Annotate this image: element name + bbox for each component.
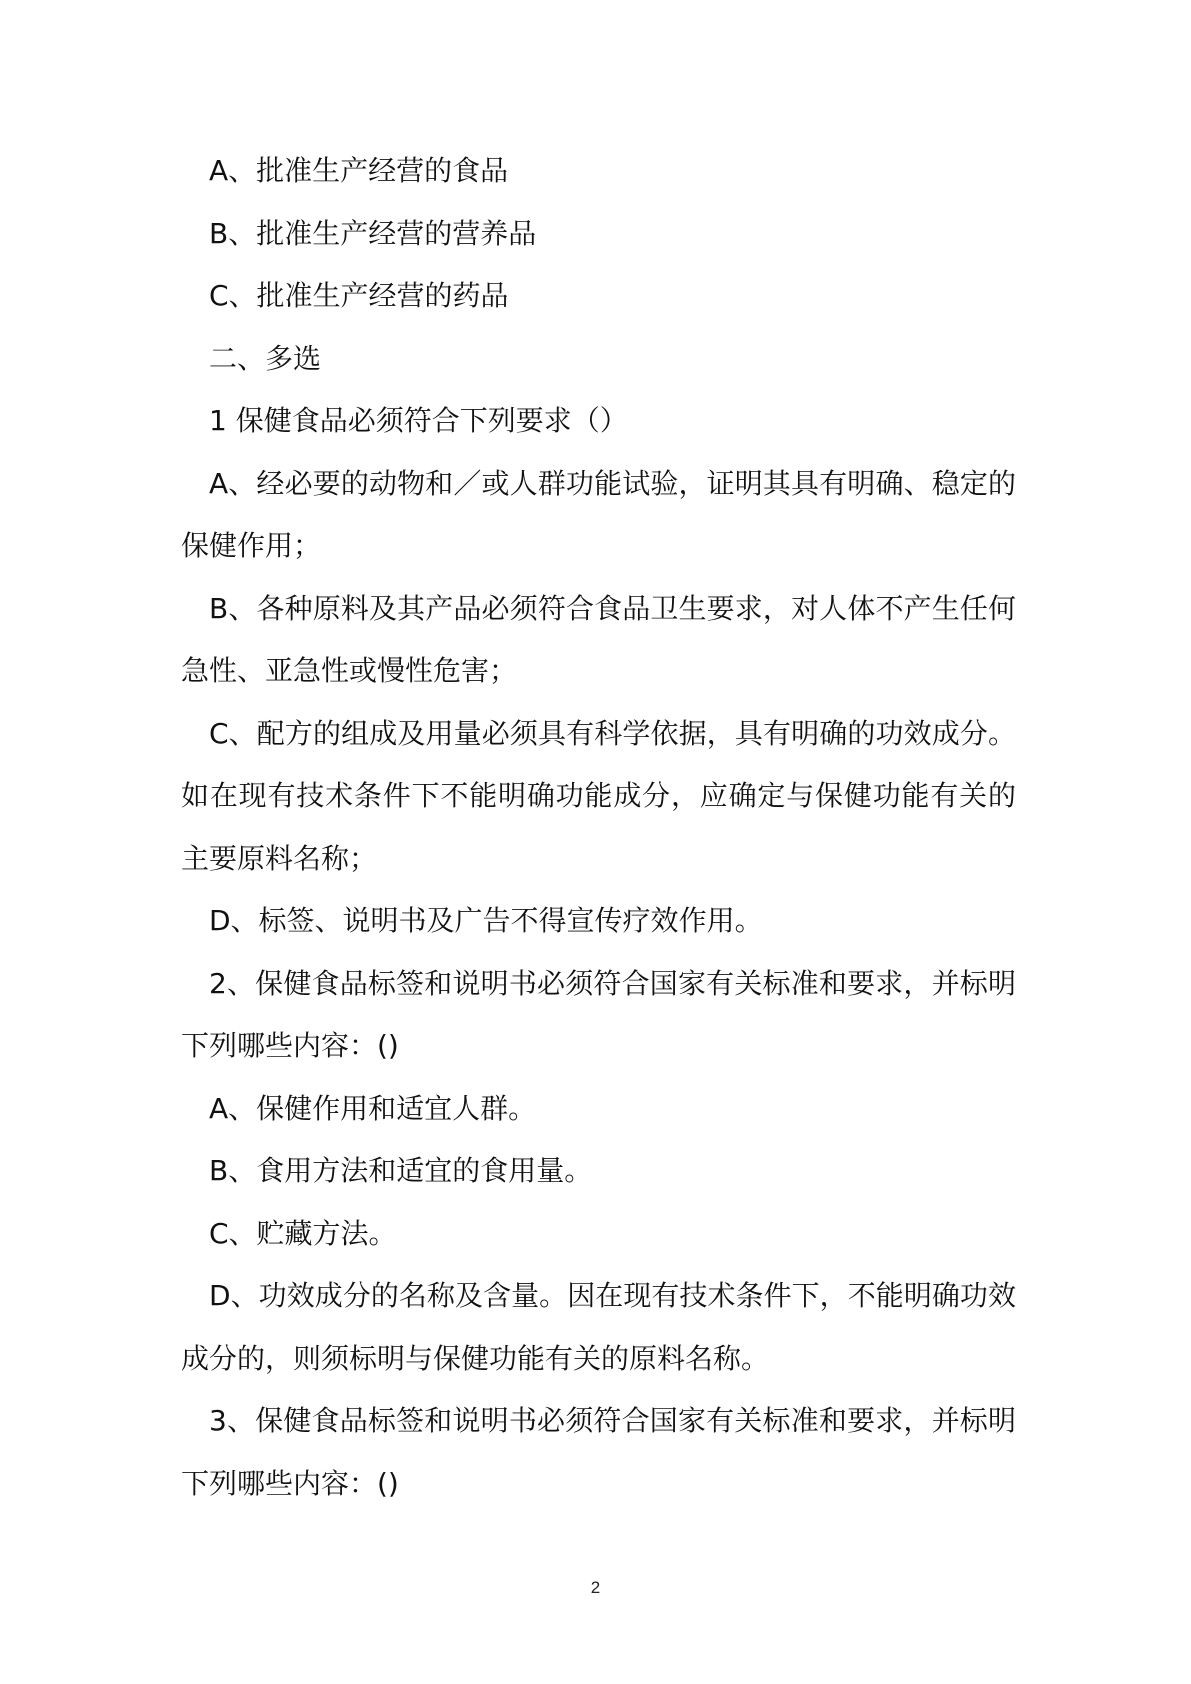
question-2-option-a: A、保健作用和适宜人群。: [209, 1091, 537, 1125]
question-1-option-b: B、各种原料及其产品必须符合食品卫生要求，对人体不产生任何急性、亚急性或慢性危害；: [181, 591, 1016, 687]
section-heading-multiple-choice: 二、多选: [209, 341, 322, 375]
question-1: 1 保健食品必须符合下列要求（）: [209, 404, 628, 437]
question-2-option-b: B、食用方法和适宜的食用量。: [209, 1154, 593, 1187]
question-2-option-c: C、贮藏方法。: [209, 1216, 397, 1250]
question-3: 3、保健食品标签和说明书必须符合国家有关标准和要求，并标明下列哪些内容：(): [181, 1404, 1016, 1500]
option-a-food: A、批准生产经营的食品: [209, 154, 509, 187]
question-1-option-d: D、标签、说明书及广告不得宣传疗效作用。: [209, 904, 763, 937]
option-c-drug: C、批准生产经营的药品: [209, 279, 509, 312]
question-1-option-a: A、经必要的动物和／或人群功能试验，证明其具有明确、稳定的保健作用；: [181, 466, 1016, 562]
question-2: 2、保健食品标签和说明书必须符合国家有关标准和要求，并标明下列哪些内容：(): [181, 966, 1016, 1062]
question-2-option-d: D、功效成分的名称及含量。因在现有技术条件下，不能明确功效成分的，则须标明与保健功能有关的原料名称。: [181, 1279, 1016, 1375]
document-body: [181, 140, 1016, 1515]
question-1-option-c: C、配方的组成及用量必须具有科学依据，具有明确的功效成分。如在现有技术条件下不能明确功能成分，应确定与保健功能有关的主要原料名称；: [181, 716, 1016, 875]
option-b-nutrition: B、批准生产经营的营养品: [209, 216, 537, 250]
page-number: 2: [590, 1578, 601, 1597]
